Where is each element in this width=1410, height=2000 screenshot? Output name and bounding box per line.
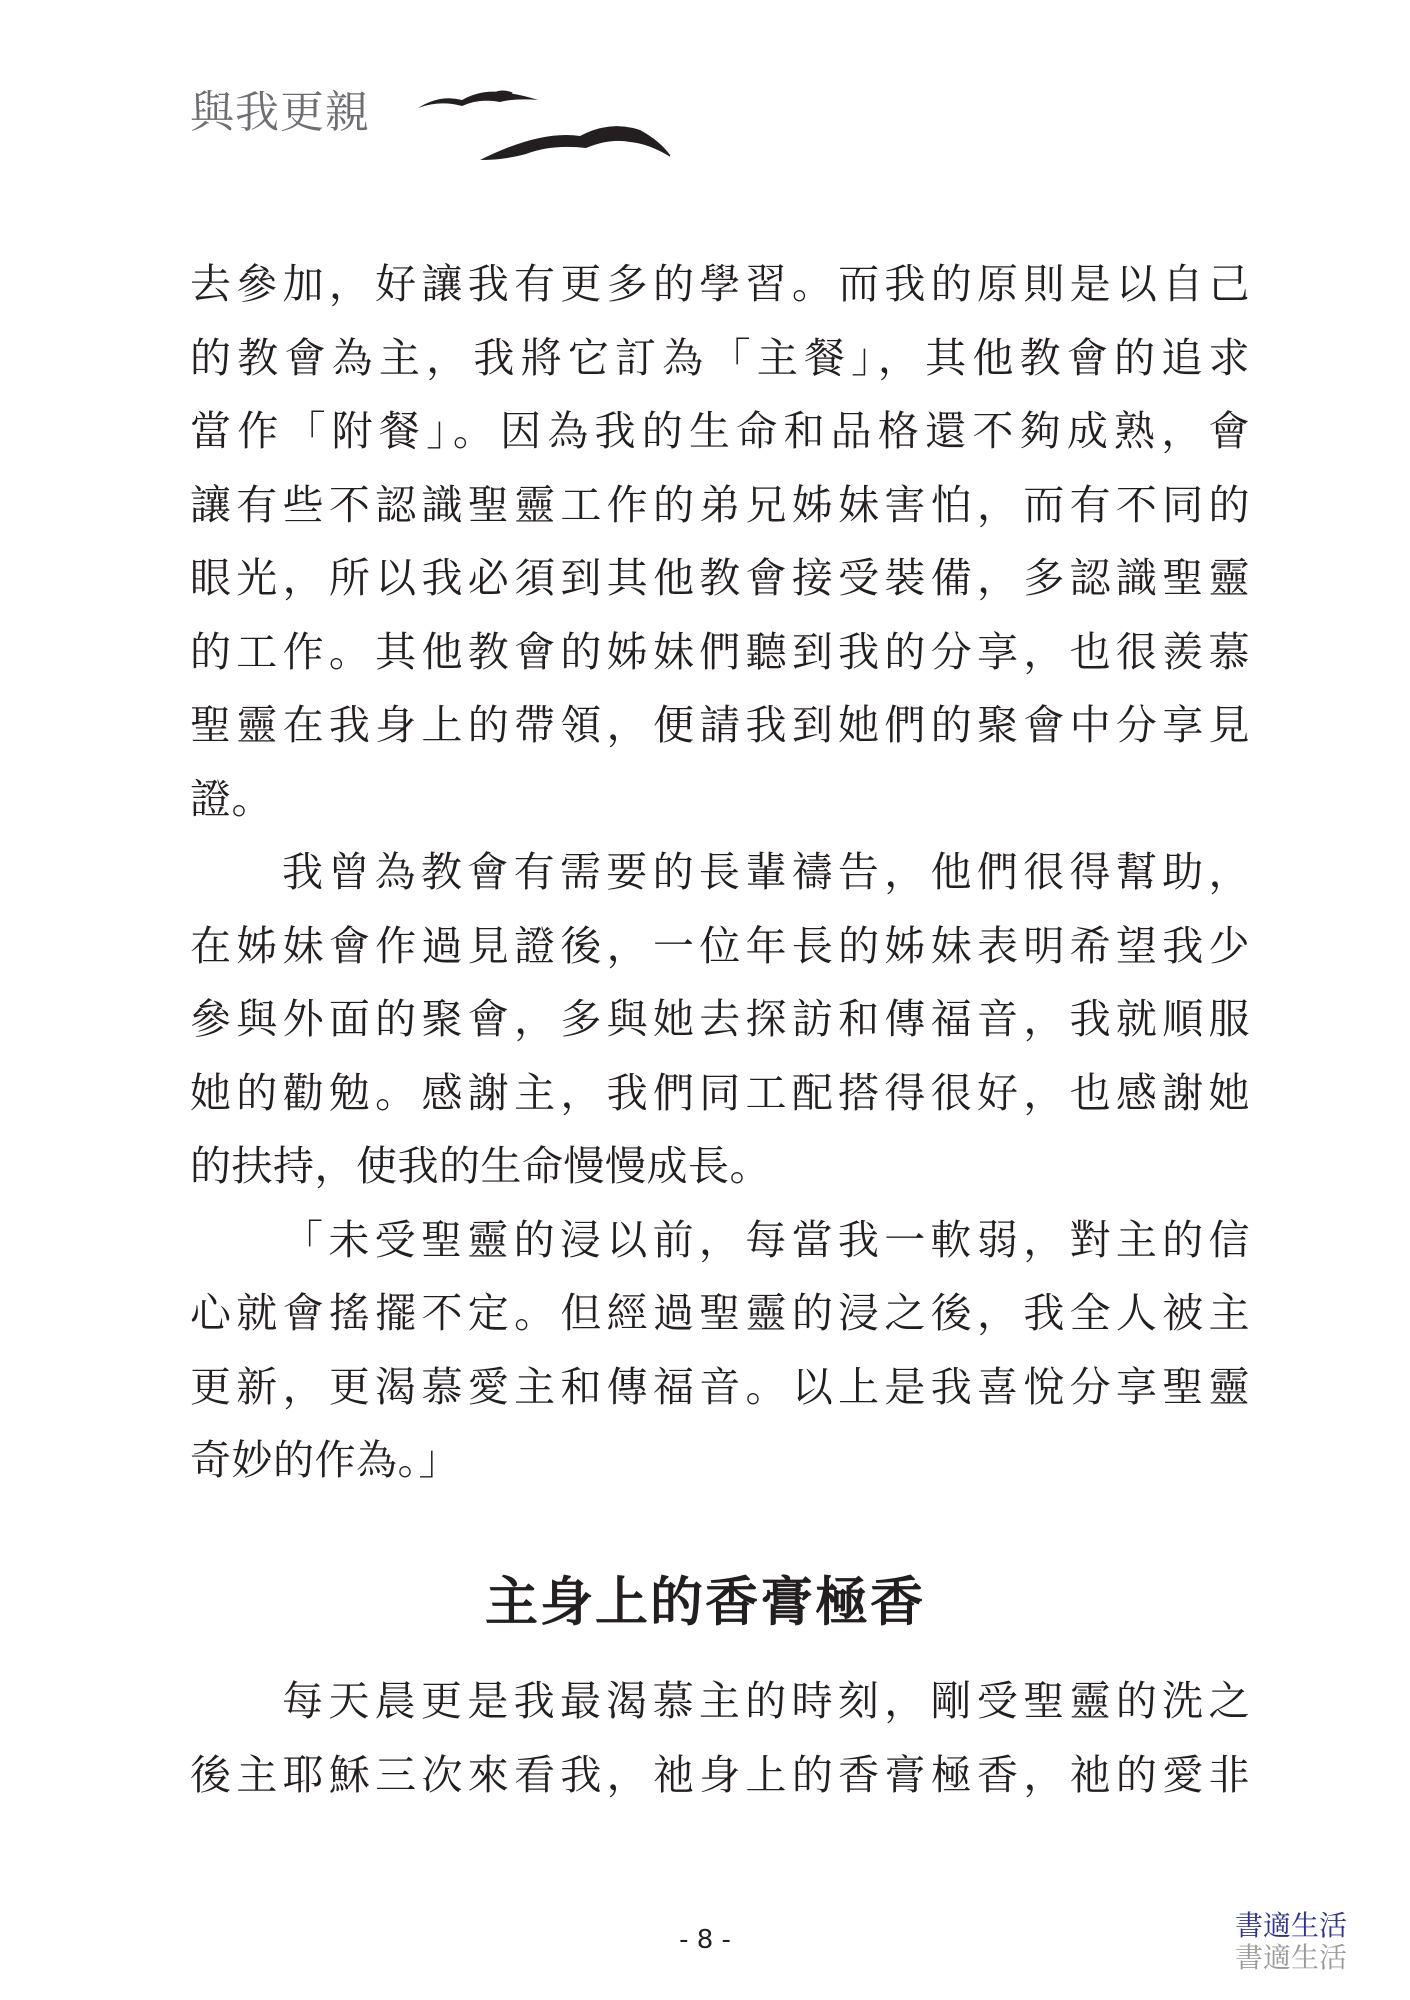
text-line: 的工作。其他教會的姊妹們聽到我的分享，也很羨慕 [190,627,1250,676]
paragraph-3 [190,1204,1250,1498]
section-heading: 主身上的香膏極香 [485,1572,925,1633]
page-number: - 8 - [679,1925,731,1955]
text-line: 眼光，所以我必須到其他教會接受裝備，多認識聖靈 [190,554,1250,602]
text-line: 去參加，好讓我有更多的學習。而我的原則是以自己 [190,260,1250,308]
watermark [1235,1910,1347,1974]
paragraph-1 [190,248,1250,836]
watermark-top: 書適生活 [1235,1909,1348,1942]
text-line: 「未受聖靈的浸以前，每當我一軟弱，對主的信 [282,1215,1250,1264]
text-line: 後主耶穌三次來看我，祂身上的香膏極香，祂的愛非 [190,1750,1250,1799]
text-line: 參與外面的聚會，多與她去探訪和傳福音，我就順服 [190,995,1250,1043]
text-line: 我曾為教會有需要的長輩禱告，他們很得幫助， [282,848,1250,896]
text-line: 讓有些不認識聖靈工作的弟兄姊妹害怕，而有不同的 [190,480,1250,529]
text-line: 的教會為主，我將它訂為「主餐」，其他教會的追求 [190,333,1250,382]
text-line: 證。 [190,774,273,823]
text-line: 在姊妹會作過見證後，一位年長的姊妹表明希望我少 [190,921,1250,970]
watermark-bottom: 書適生活 [1235,1941,1348,1974]
header-title: 與我更親 [190,87,370,138]
bird-wave-ornament [290,70,670,170]
text-line: 當作「附餐」。因為我的生命和品格還不夠成熟，會 [190,407,1250,455]
text-line: 每天晨更是我最渴慕主的時刻，剛受聖靈的洗之 [282,1677,1250,1725]
section-body [190,1665,1250,1812]
text-line: 她的勸勉。感謝主，我們同工配搭得很好，也感謝她 [190,1068,1250,1117]
paragraph-2 [190,836,1250,1204]
text-line: 心就會搖擺不定。但經過聖靈的浸之後，我全人被主 [190,1289,1250,1337]
text-line: 聖靈在我身上的帶領，便請我到她們的聚會中分享見 [190,701,1250,749]
text-line: 奇妙的作為。」 [190,1436,460,1484]
running-header [190,70,610,170]
text-line: 的扶持，使我的生命慢慢成長。 [190,1142,771,1190]
text-line: 更新，更渴慕愛主和傳福音。以上是我喜悅分享聖靈 [190,1362,1250,1411]
body-text [190,248,1250,1498]
